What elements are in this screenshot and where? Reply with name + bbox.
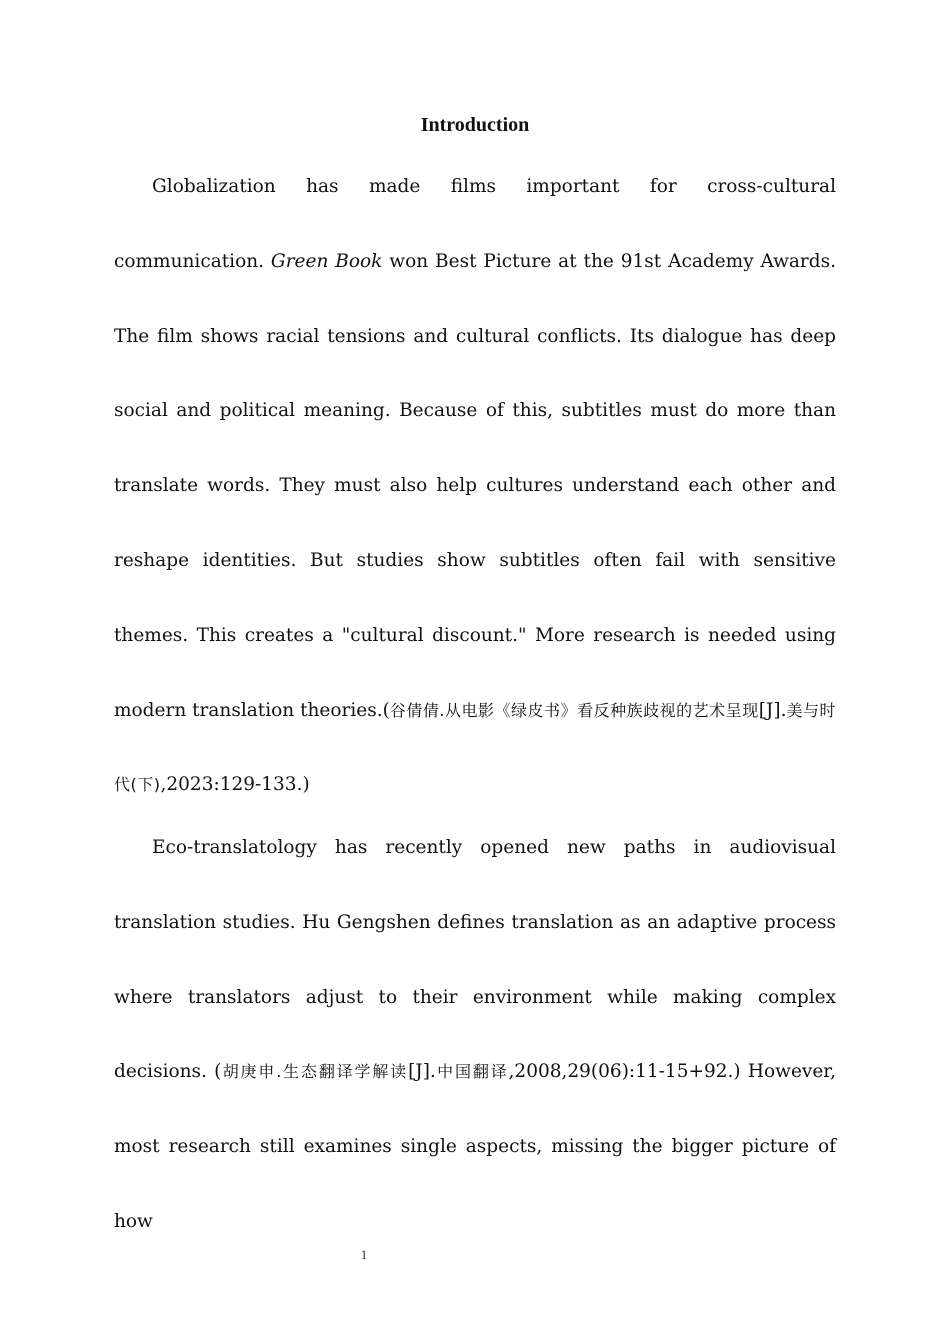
citation-1-title: 谷倩倩.从电影《绿皮书》看反种族歧视的艺术呈现 — [389, 700, 759, 720]
paragraph-1-text-b: won Best Picture at the 91st Academy Awards. The film shows racial tensions and cultural conflicts. Its dialogue has deep social and political meaning. Because of this, subtitles must do more than translate words. They must also help cultures understand each other and reshape identities. But studies show subtitles often fail with sensitive themes. This creates a "cultural discount." More research is needed using modern translation theories.( — [114, 250, 836, 721]
section-heading: Introduction — [420, 114, 530, 136]
citation-1-journal: 美与时代(下) — [114, 700, 836, 795]
paragraph-2-text-b: However, most research still examines single aspects, missing the bigger picture of how — [114, 1061, 836, 1232]
paragraph-1-text-a: Globalization has made films important for cross-cultural communication. — [114, 176, 836, 272]
citation-1-tag: [J]. — [758, 699, 787, 721]
paragraph-2-text-a: Eco-translatology has recently opened new paths in audiovisual translation studies. Hu Gengshen defines translation as an adaptive process where translators adjust to their environment while making complex decisions. ( — [114, 837, 836, 1083]
page-number: 1 — [360, 1247, 368, 1262]
paragraph-1 — [114, 150, 836, 823]
citation-2-journal: 中国翻译 — [435, 1062, 509, 1082]
citation-2-tail: ,2008,29(06):11-15+92.) — [508, 1061, 741, 1083]
citation-2-tag: [J]. — [408, 1061, 436, 1083]
paragraph-2 — [114, 811, 836, 1260]
film-title: Green Book — [270, 250, 383, 272]
citation-1-tail: ,2023:129-133.) — [160, 774, 310, 796]
citation-2-title: 胡庚申.生态翻译学解读 — [221, 1062, 409, 1082]
